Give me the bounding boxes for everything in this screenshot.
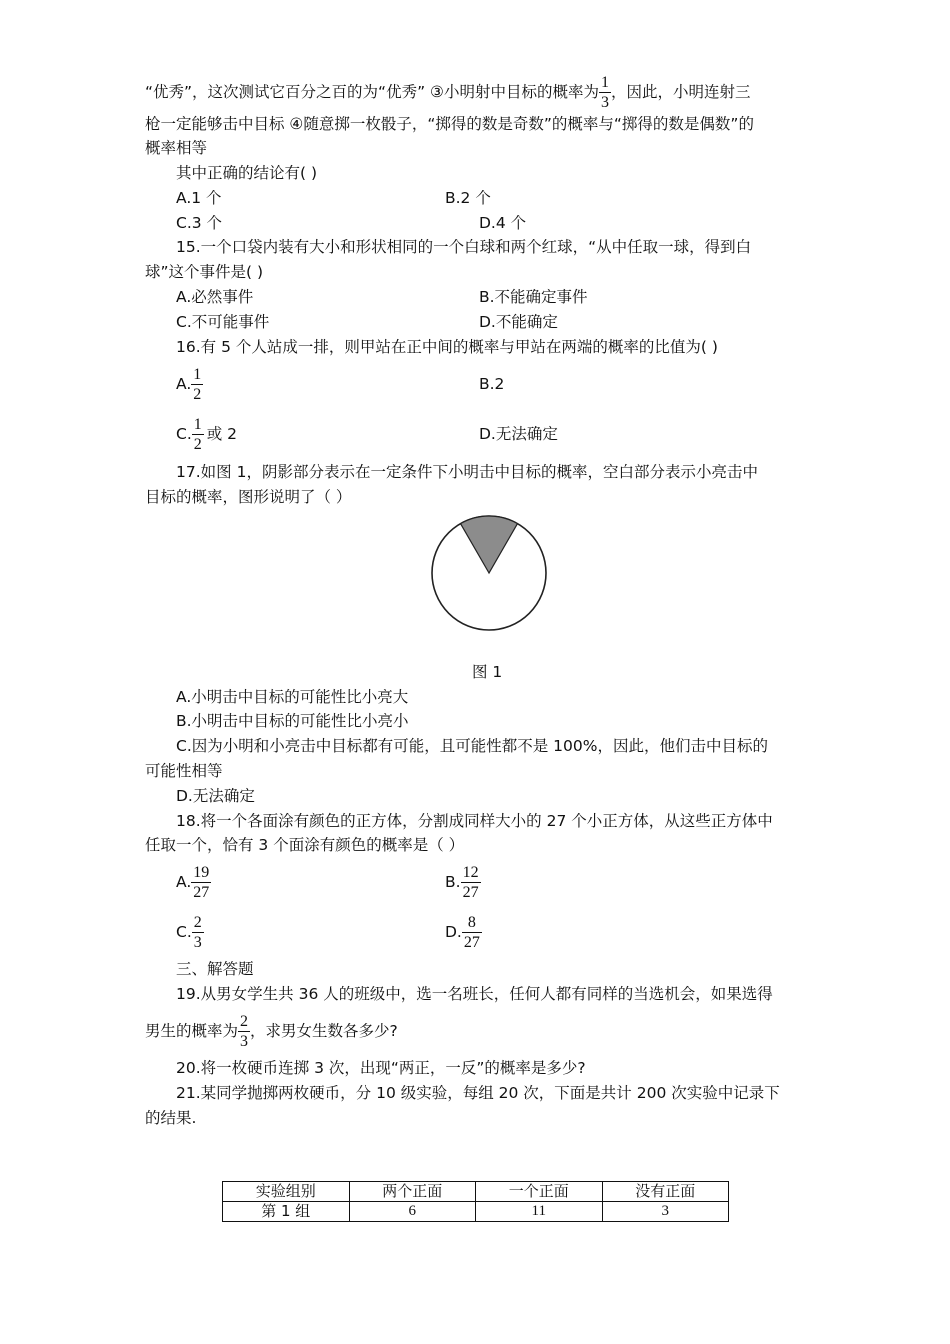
q14-line-2: 枪一定能够击中目标 ④随意掷一枚骰子，“掷得的数是奇数”的概率与“掷得的数是偶数”的 — [145, 115, 754, 133]
q18-option-d: D. $\frac{8}{27}$ — [445, 914, 480, 951]
q21-line-1: 21.某同学抛掷两枚硬币，分 10 级实验，每组 20 次，下面是共计 200 次实验中记录下 — [176, 1084, 780, 1102]
q15-line-1: 15.一个口袋内装有大小和形状相同的一个白球和两个红球，“从中任取一球，得到白 — [176, 238, 752, 256]
q16-option-b: B.2 — [479, 375, 505, 393]
q17-option-d: D.无法确定 — [176, 787, 255, 805]
q18-line-2: 任取一个，恰有 3 个面涂有颜色的概率是（ ） — [145, 836, 465, 854]
q18-a-fraction: $\frac{19}{27}$ — [193, 864, 210, 901]
q18-option-c: C. $\frac{2}{3}$ — [176, 914, 202, 951]
q17-option-b: B.小明击中目标的可能性比小亮小 — [176, 712, 409, 730]
q14-option-c: C.3 个 — [176, 214, 223, 232]
q18-c-fraction: $\frac{2}{3}$ — [193, 914, 202, 951]
q14-line-3: 概率相等 — [145, 139, 208, 157]
q18-option-b: B. $\frac{12}{27}$ — [445, 864, 479, 901]
q14-option-d: D.4 个 — [479, 214, 527, 232]
q17-option-a: A.小明击中目标的可能性比小亮大 — [176, 688, 409, 706]
table-header-cell: 一个正面 — [476, 1182, 603, 1202]
q18-line-1: 18.将一个各面涂有颜色的正方体，分割成同样大小的 27 个小正方体，从这些正方体中 — [176, 812, 773, 830]
section-3-heading: 三、解答题 — [176, 960, 254, 978]
q19-fraction: $\frac{2}{3}$ — [240, 1013, 249, 1050]
q18-option-a: A. $\frac{19}{27}$ — [176, 864, 210, 901]
table-cell: 11 — [476, 1202, 603, 1222]
figure-1-pie — [425, 508, 555, 638]
q20-line: 20.将一枚硬币连掷 3 次，出现“两正，一反”的概率是多少? — [176, 1059, 586, 1077]
table-cell: 3 — [602, 1202, 729, 1222]
q16-option-c: C. $\frac{1}{2}$ 或 2 — [176, 416, 238, 453]
q16-c-fraction: $\frac{1}{2}$ — [193, 416, 202, 453]
q15-option-a: A.必然事件 — [176, 288, 254, 306]
q14-text-1b: ，因此，小明连射三 — [610, 83, 751, 101]
results-table — [222, 1181, 729, 1222]
q17-line-2: 目标的概率，图形说明了（ ） — [145, 488, 352, 506]
q16-line-1: 16.有 5 个人站成一排，则甲站在正中间的概率与甲站在两端的概率的比值为( ) — [176, 338, 718, 356]
figure-caption: 图 1 — [472, 663, 503, 681]
q21-line-2: 的结果. — [145, 1109, 197, 1127]
q14-stem: 其中正确的结论有( ) — [176, 164, 318, 182]
table-header-cell: 没有正面 — [602, 1182, 729, 1202]
q16-a-fraction: $\frac{1}{2}$ — [193, 366, 202, 403]
q16-option-a: A. $\frac{1}{2}$ — [176, 366, 202, 403]
q14-option-b: B.2 个 — [445, 189, 491, 207]
q17-line-1: 17.如图 1，阴影部分表示在一定条件下小明击中目标的概率，空白部分表示小亮击中 — [176, 463, 758, 481]
q17-option-c-line-1: C.因为小明和小亮击中目标都有可能，且可能性都不是 100%，因此，他们击中目标的 — [176, 737, 768, 755]
q19-line-2: 男生的概率为 $\frac{2}{3}$ ，求男女生数各多少? — [145, 1013, 398, 1050]
table-row — [223, 1202, 729, 1222]
q17-option-c-line-2: 可能性相等 — [145, 762, 223, 780]
q15-option-c: C.不可能事件 — [176, 313, 270, 331]
q18-d-fraction: $\frac{8}{27}$ — [463, 914, 480, 951]
table-cell: 6 — [349, 1202, 476, 1222]
table-cell: 第 1 组 — [223, 1202, 350, 1222]
q14-line-1 — [145, 72, 750, 112]
q15-option-d: D.不能确定 — [479, 313, 558, 331]
q16-option-d: D.无法确定 — [479, 425, 558, 443]
table-header-cell: 实验组别 — [223, 1182, 350, 1202]
q15-line-2: 球”这个事件是( ) — [145, 263, 264, 281]
table-header-row — [223, 1182, 729, 1202]
q18-b-fraction: $\frac{12}{27}$ — [462, 864, 479, 901]
table-header-cell: 两个正面 — [349, 1182, 476, 1202]
q19-line-1: 19.从男女学生共 36 人的班级中，选一名班长，任何人都有同样的当选机会，如果选得 — [176, 985, 773, 1003]
q14-option-a: A.1 个 — [176, 189, 222, 207]
q14-text-1a: “优秀”，这次测试它百分之百的为“优秀” ③小明射中目标的概率为 — [145, 83, 599, 101]
q14-fraction: $\frac{1}{3}$ — [600, 74, 609, 111]
q15-option-b: B.不能确定事件 — [479, 288, 588, 306]
